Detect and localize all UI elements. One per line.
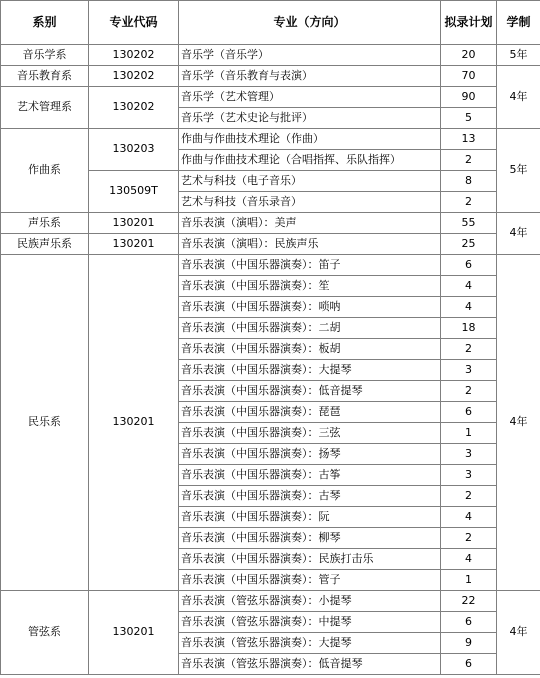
major-cell: 作曲与作曲技术理论（作曲） <box>179 129 441 150</box>
dept-cell: 作曲系 <box>1 129 89 213</box>
dept-cell: 艺术管理系 <box>1 87 89 129</box>
major-cell: 音乐学（音乐学） <box>179 45 441 66</box>
plan-cell: 6 <box>441 612 497 633</box>
plan-cell: 4 <box>441 276 497 297</box>
plan-cell: 22 <box>441 591 497 612</box>
header-years: 学制 <box>497 1 540 45</box>
code-cell: 130201 <box>89 255 179 591</box>
code-cell: 130201 <box>89 213 179 234</box>
plan-cell: 3 <box>441 465 497 486</box>
code-cell: 130201 <box>89 591 179 675</box>
major-cell: 音乐学（艺术史论与批评） <box>179 108 441 129</box>
major-cell: 作曲与作曲技术理论（合唱指挥、乐队指挥） <box>179 150 441 171</box>
major-cell: 音乐表演（中国乐器演奏）：管子 <box>179 570 441 591</box>
header-major: 专业（方向） <box>179 1 441 45</box>
years-cell: 5年 <box>497 129 540 213</box>
major-cell: 音乐表演（管弦乐器演奏）：大提琴 <box>179 633 441 654</box>
table-row <box>1 255 540 276</box>
plan-cell: 5 <box>441 108 497 129</box>
header-code: 专业代码 <box>89 1 179 45</box>
years-cell: 4年 <box>497 213 540 255</box>
major-cell: 音乐表演（中国乐器演奏）：大提琴 <box>179 360 441 381</box>
major-cell: 音乐表演（中国乐器演奏）：柳琴 <box>179 528 441 549</box>
plan-cell: 1 <box>441 570 497 591</box>
major-cell: 艺术与科技（电子音乐） <box>179 171 441 192</box>
major-cell: 音乐表演（中国乐器演奏）：二胡 <box>179 318 441 339</box>
major-cell: 音乐表演（中国乐器演奏）：笛子 <box>179 255 441 276</box>
table-row <box>1 87 540 108</box>
code-cell: 130509T <box>89 171 179 213</box>
major-cell: 音乐表演（中国乐器演奏）：低音提琴 <box>179 381 441 402</box>
major-cell: 音乐表演（管弦乐器演奏）：小提琴 <box>179 591 441 612</box>
major-cell: 音乐表演（中国乐器演奏）：唢呐 <box>179 297 441 318</box>
table-row <box>1 591 540 612</box>
code-cell: 130202 <box>89 66 179 87</box>
plan-cell: 3 <box>441 444 497 465</box>
table-header-row <box>1 1 540 45</box>
major-cell: 音乐表演（演唱）：民族声乐 <box>179 234 441 255</box>
plan-cell: 2 <box>441 150 497 171</box>
years-cell: 5年 <box>497 45 540 66</box>
header-dept: 系别 <box>1 1 89 45</box>
table-row <box>1 66 540 87</box>
major-cell: 音乐表演（管弦乐器演奏）：低音提琴 <box>179 654 441 675</box>
code-cell: 130201 <box>89 234 179 255</box>
major-cell: 音乐表演（中国乐器演奏）：古筝 <box>179 465 441 486</box>
plan-cell: 2 <box>441 486 497 507</box>
major-cell: 音乐学（音乐教育与表演） <box>179 66 441 87</box>
plan-cell: 6 <box>441 402 497 423</box>
plan-cell: 6 <box>441 654 497 675</box>
major-cell: 艺术与科技（音乐录音） <box>179 192 441 213</box>
code-cell: 130203 <box>89 129 179 171</box>
plan-cell: 4 <box>441 549 497 570</box>
major-cell: 音乐表演（中国乐器演奏）：板胡 <box>179 339 441 360</box>
plan-cell: 3 <box>441 360 497 381</box>
plan-cell: 70 <box>441 66 497 87</box>
header-plan: 拟录计划 <box>441 1 497 45</box>
years-cell: 4年 <box>497 66 540 129</box>
dept-cell: 声乐系 <box>1 213 89 234</box>
plan-cell: 2 <box>441 192 497 213</box>
plan-cell: 20 <box>441 45 497 66</box>
major-cell: 音乐表演（中国乐器演奏）：民族打击乐 <box>179 549 441 570</box>
plan-cell: 4 <box>441 297 497 318</box>
dept-cell: 民乐系 <box>1 255 89 591</box>
years-cell: 4年 <box>497 591 540 675</box>
plan-cell: 2 <box>441 381 497 402</box>
plan-cell: 4 <box>441 507 497 528</box>
code-cell: 130202 <box>89 45 179 66</box>
major-cell: 音乐表演（中国乐器演奏）：三弦 <box>179 423 441 444</box>
table-row <box>1 234 540 255</box>
dept-cell: 音乐教育系 <box>1 66 89 87</box>
table-row <box>1 213 540 234</box>
plan-cell: 13 <box>441 129 497 150</box>
plan-cell: 55 <box>441 213 497 234</box>
plan-cell: 18 <box>441 318 497 339</box>
years-cell: 4年 <box>497 255 540 591</box>
major-cell: 音乐表演（中国乐器演奏）：琵琶 <box>179 402 441 423</box>
major-cell: 音乐表演（中国乐器演奏）：古琴 <box>179 486 441 507</box>
plan-cell: 25 <box>441 234 497 255</box>
major-cell: 音乐表演（管弦乐器演奏）：中提琴 <box>179 612 441 633</box>
major-cell: 音乐表演（演唱）：美声 <box>179 213 441 234</box>
plan-cell: 2 <box>441 339 497 360</box>
major-cell: 音乐表演（中国乐器演奏）：阮 <box>179 507 441 528</box>
major-cell: 音乐表演（中国乐器演奏）：笙 <box>179 276 441 297</box>
dept-cell: 民族声乐系 <box>1 234 89 255</box>
table-row <box>1 129 540 150</box>
plan-cell: 90 <box>441 87 497 108</box>
plan-cell: 9 <box>441 633 497 654</box>
table-row <box>1 45 540 66</box>
major-cell: 音乐学（艺术管理） <box>179 87 441 108</box>
plan-cell: 1 <box>441 423 497 444</box>
code-cell: 130202 <box>89 87 179 129</box>
major-cell: 音乐表演（中国乐器演奏）：扬琴 <box>179 444 441 465</box>
dept-cell: 音乐学系 <box>1 45 89 66</box>
plan-cell: 2 <box>441 528 497 549</box>
plan-cell: 6 <box>441 255 497 276</box>
plan-cell: 8 <box>441 171 497 192</box>
dept-cell: 管弦系 <box>1 591 89 675</box>
